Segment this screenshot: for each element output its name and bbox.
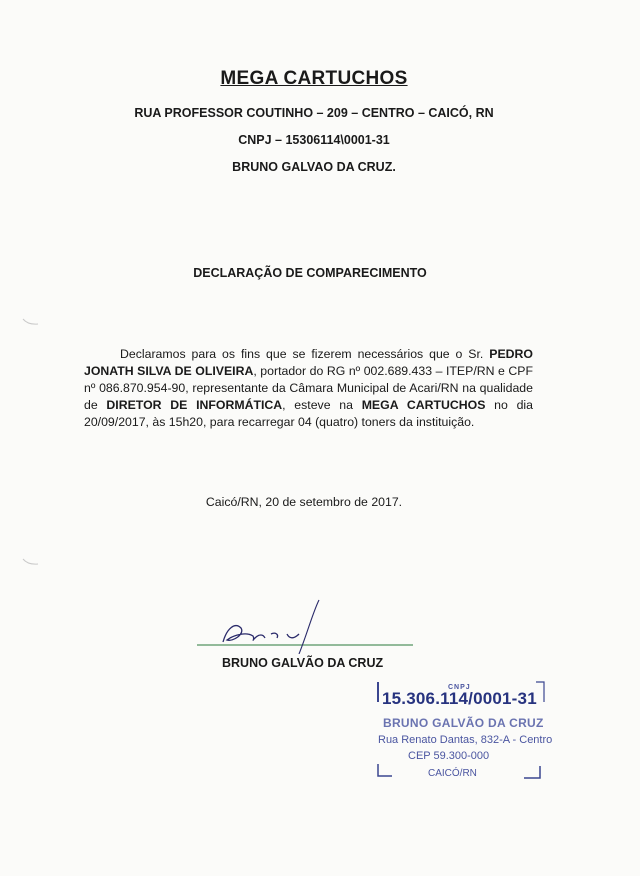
stamp-cnpj-number: 15.306.114/0001-31 (382, 689, 537, 708)
company-address: RUA PROFESSOR COUTINHO – 209 – CENTRO – CAICÓ, RN (134, 106, 494, 120)
signer-name: BRUNO GALVÃO DA CRUZ (222, 656, 384, 670)
company-cnpj: CNPJ – 15306114\0001-31 (238, 133, 390, 147)
place-date: Caicó/RN, 20 de setembro de 2017. (205, 495, 403, 509)
body-text-1: Declaramos para os fins que se fizerem necessários que o Sr. (120, 347, 490, 361)
punch-hole-mark-icon (22, 558, 40, 566)
handwritten-signature (195, 598, 415, 654)
stamp-street: Rua Renato Dantas, 832-A - Centro (378, 734, 553, 746)
stamp-city: CAICÓ/RN (428, 768, 477, 779)
document-title: DECLARAÇÃO DE COMPARECIMENTO (193, 266, 427, 280)
punch-hole-mark-icon (22, 318, 40, 326)
body-text-4: no dia 20/09/2017, às 15h20, para recarregar 04 (quatro) toners da instituição. (84, 398, 533, 429)
role-title: DIRETOR DE INFORMÁTICA (106, 398, 283, 412)
stamp-cep: CEP 59.300-000 (408, 750, 490, 762)
company-name: MEGA CARTUCHOS (220, 68, 408, 89)
company-stamp (372, 680, 562, 788)
body-text-2: , portador do RG nº 002.689.433 – ITEP/RN e CPF nº 086.870.954-90, representante da Câmara Municipal de Acari/RN na qualidade de (84, 364, 533, 412)
person-name: PEDRO JONATH SILVA DE OLIVEIRA (84, 347, 533, 378)
company-reference: MEGA CARTUCHOS (361, 398, 486, 412)
company-owner: BRUNO GALVAO DA CRUZ. (232, 160, 396, 174)
declaration-paragraph (84, 346, 533, 431)
stamp-name: BRUNO GALVÃO DA CRUZ (383, 716, 544, 730)
body-text-3: , esteve na (282, 398, 362, 412)
stamp-cnpj-label: CNPJ (448, 684, 471, 691)
